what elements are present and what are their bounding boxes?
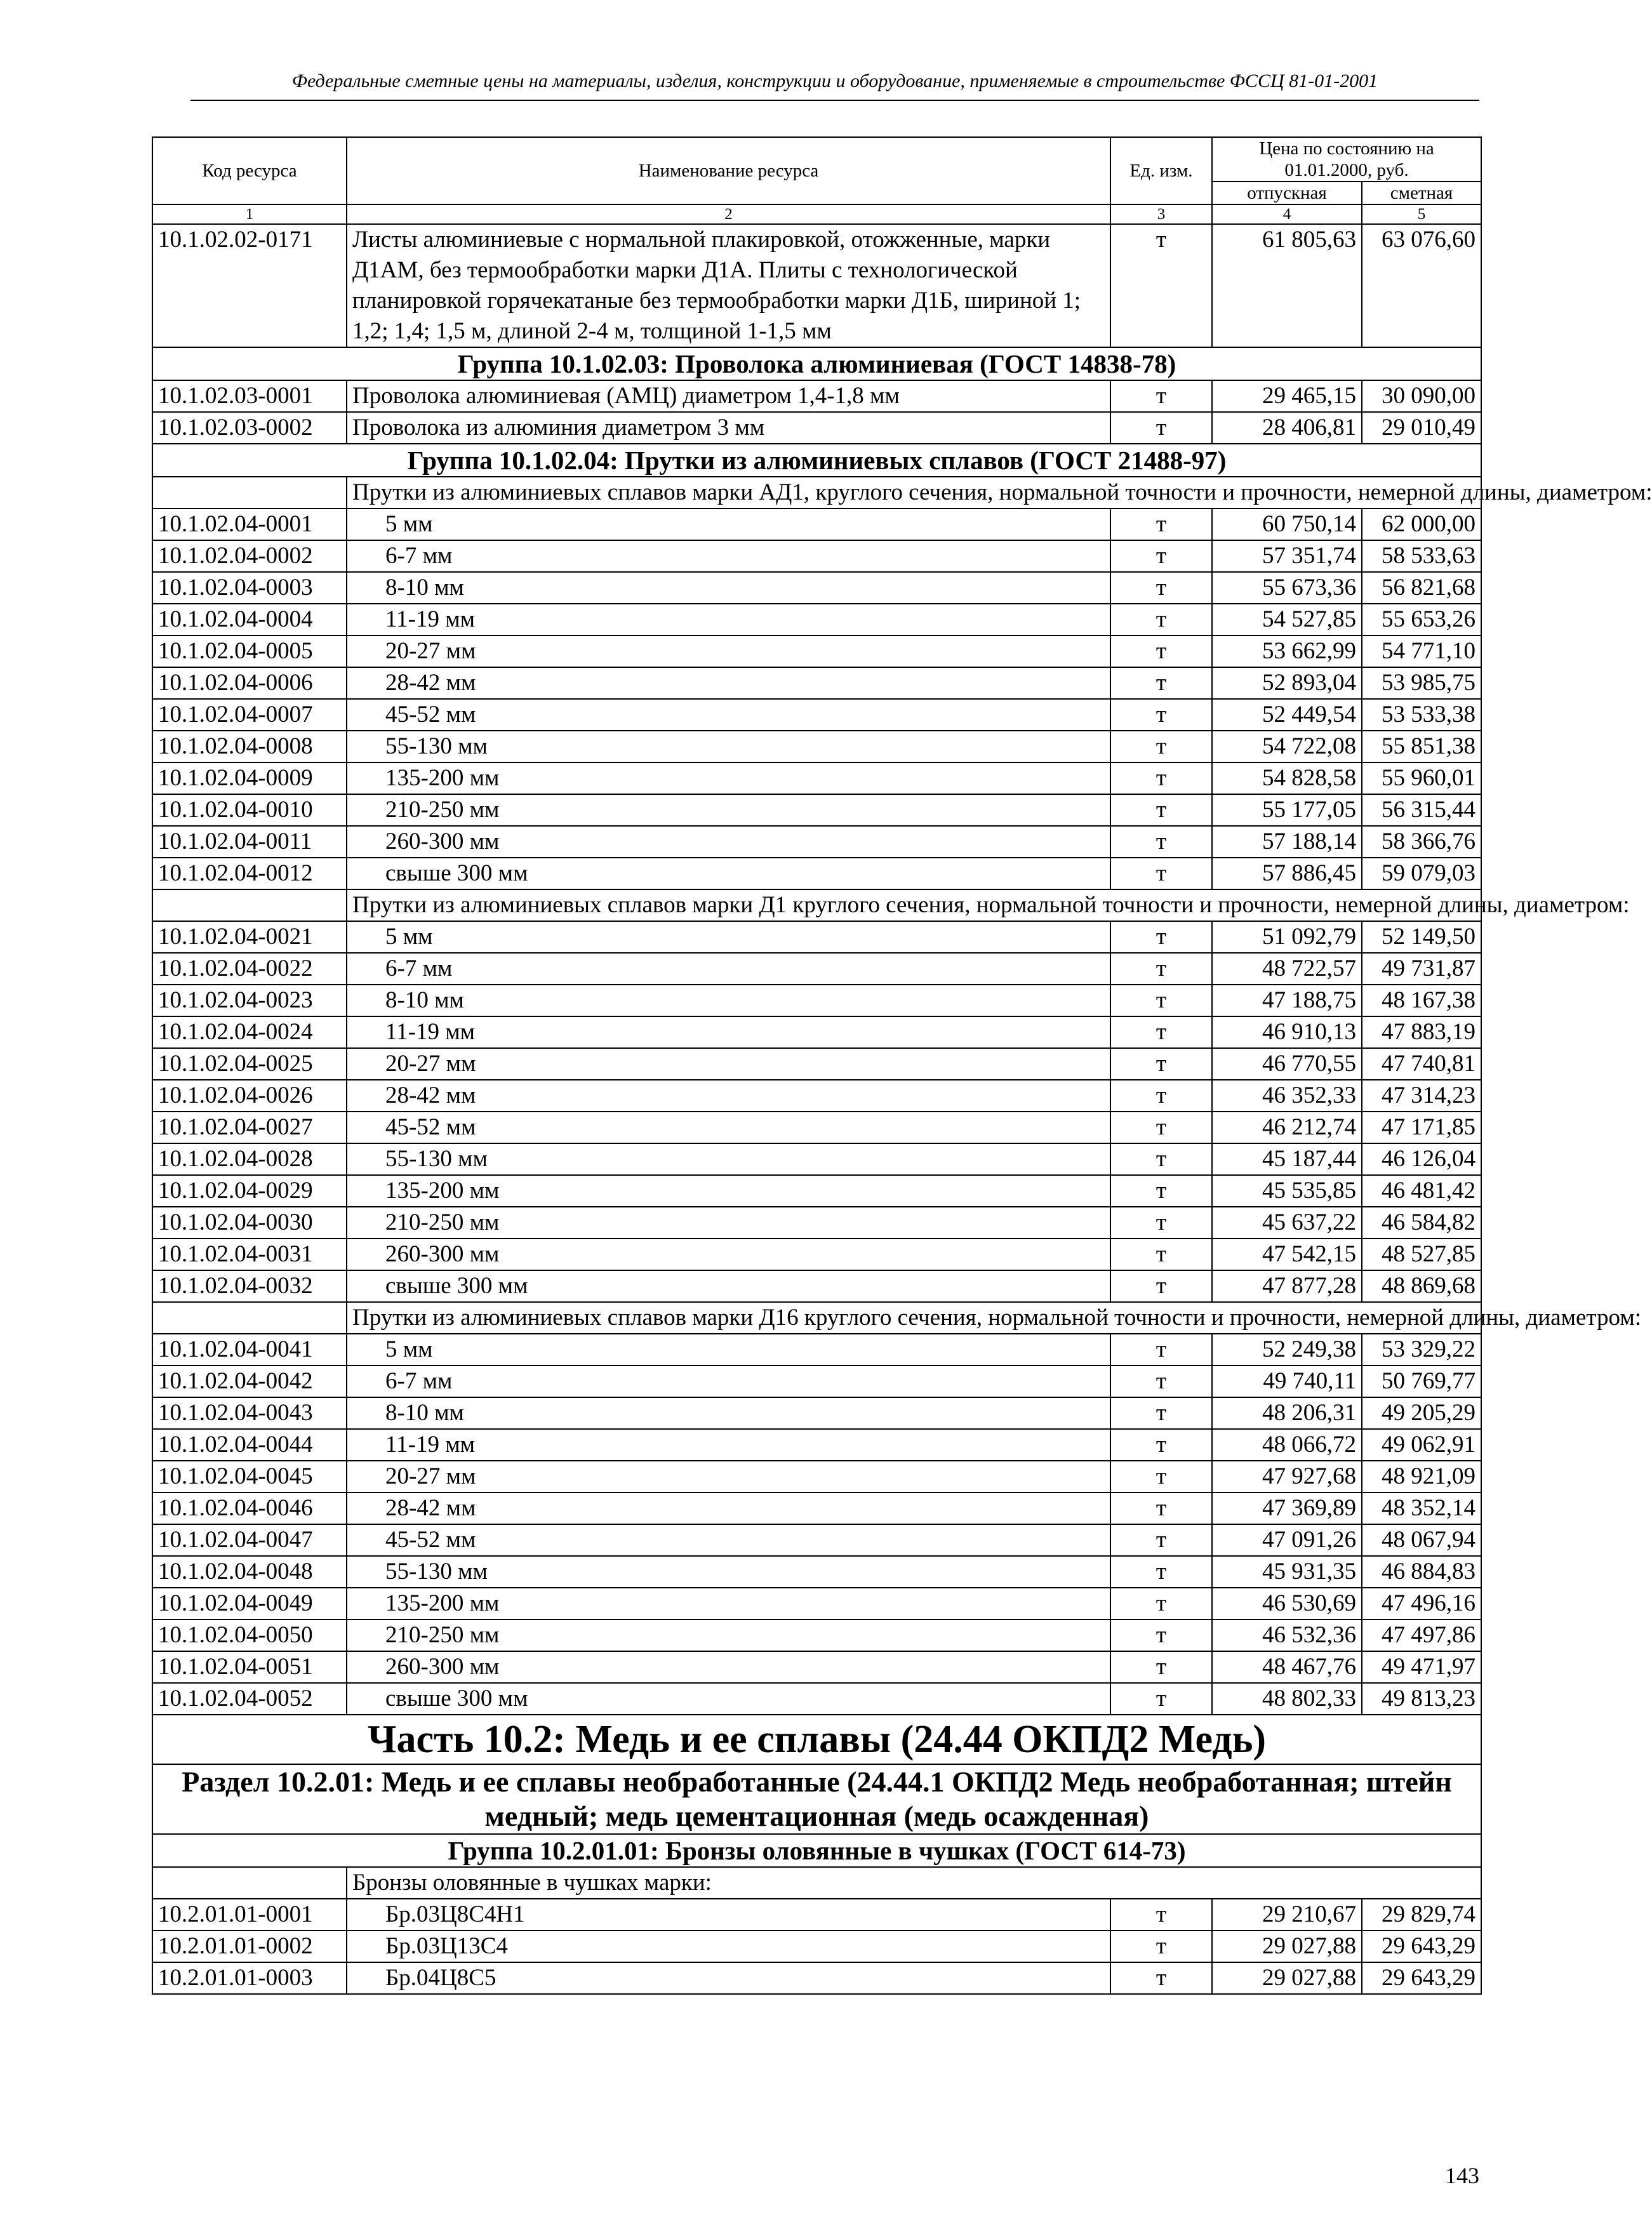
estimate-price: 49 062,91 <box>1362 1429 1481 1461</box>
table-row <box>152 1899 1481 1931</box>
resource-code: 10.1.02.04-0050 <box>152 1619 347 1651</box>
release-price: 46 530,69 <box>1212 1588 1362 1619</box>
resource-code: 10.1.02.04-0041 <box>152 1334 347 1366</box>
estimate-price: 47 497,86 <box>1362 1619 1481 1651</box>
resource-unit: т <box>1110 412 1212 444</box>
estimate-price: 58 366,76 <box>1362 826 1481 858</box>
resource-name: 55-130 мм <box>347 1556 1110 1588</box>
release-price: 48 066,72 <box>1212 1429 1362 1461</box>
estimate-price: 30 090,00 <box>1362 380 1481 412</box>
resource-name: 5 мм <box>347 1334 1110 1366</box>
release-price: 52 893,04 <box>1212 667 1362 699</box>
release-price: 57 886,45 <box>1212 858 1362 889</box>
estimate-price: 48 352,14 <box>1362 1492 1481 1524</box>
section-heading-row <box>152 1764 1481 1834</box>
estimate-price: 48 921,09 <box>1362 1461 1481 1492</box>
release-price: 29 027,88 <box>1212 1962 1362 1994</box>
estimate-price: 56 821,68 <box>1362 572 1481 604</box>
estimate-price: 46 126,04 <box>1362 1143 1481 1175</box>
table-row <box>152 1366 1481 1397</box>
resource-unit: т <box>1110 1683 1212 1715</box>
column-header-price: Цена по состоянию на 01.01.2000, руб. <box>1212 137 1481 182</box>
section-heading: Раздел 10.2.01: Медь и ее сплавы необработанные (24.44.1 ОКПД2 Медь необработанная; штейн медный; медь цементационная (медь осажденная) <box>152 1764 1481 1834</box>
table-row <box>152 412 1481 444</box>
resource-name: 11-19 мм <box>347 604 1110 635</box>
resource-code: 10.1.02.04-0001 <box>152 509 347 540</box>
table-row <box>152 1143 1481 1175</box>
resource-code: 10.1.02.04-0002 <box>152 540 347 572</box>
resource-unit: т <box>1110 604 1212 635</box>
resource-code: 10.1.02.04-0028 <box>152 1143 347 1175</box>
group-heading: Группа 10.2.01.01: Бронзы оловянные в чушках (ГОСТ 614-73) <box>152 1834 1481 1867</box>
release-price: 47 369,89 <box>1212 1492 1362 1524</box>
estimate-price: 46 584,82 <box>1362 1207 1481 1239</box>
estimate-price: 49 731,87 <box>1362 953 1481 985</box>
table-row <box>152 1492 1481 1524</box>
estimate-price: 55 851,38 <box>1362 731 1481 762</box>
estimate-price: 29 643,29 <box>1362 1931 1481 1962</box>
description-row <box>152 1867 1481 1899</box>
resource-unit: т <box>1110 1429 1212 1461</box>
page-number: 143 <box>1445 2163 1479 2188</box>
resource-unit: т <box>1110 224 1212 347</box>
release-price: 57 188,14 <box>1212 826 1362 858</box>
resource-unit: т <box>1110 762 1212 794</box>
release-price: 46 910,13 <box>1212 1016 1362 1048</box>
resource-code: 10.2.01.01-0001 <box>152 1899 347 1931</box>
resource-unit: т <box>1110 731 1212 762</box>
estimate-price: 29 643,29 <box>1362 1962 1481 1994</box>
resource-code: 10.2.01.01-0002 <box>152 1931 347 1962</box>
table-row <box>152 1239 1481 1270</box>
column-header-unit: Ед. изм. <box>1110 137 1212 204</box>
release-price: 29 027,88 <box>1212 1931 1362 1962</box>
resource-unit: т <box>1110 1080 1212 1112</box>
resource-name: Бр.03Ц8С4Н1 <box>347 1899 1110 1931</box>
resource-code: 10.1.02.04-0032 <box>152 1270 347 1302</box>
estimate-price: 59 079,03 <box>1362 858 1481 889</box>
resource-unit: т <box>1110 1461 1212 1492</box>
resource-unit: т <box>1110 1207 1212 1239</box>
table-row <box>152 731 1481 762</box>
resource-code: 10.1.02.03-0001 <box>152 380 347 412</box>
resource-code: 10.1.02.04-0009 <box>152 762 347 794</box>
estimate-price: 29 829,74 <box>1362 1899 1481 1931</box>
estimate-price: 49 205,29 <box>1362 1397 1481 1429</box>
release-price: 46 532,36 <box>1212 1619 1362 1651</box>
resource-unit: т <box>1110 1962 1212 1994</box>
page-header: Федеральные сметные цены на материалы, изделия, конструкции и оборудование, применяемые в строительстве ФССЦ 81-01-2001 <box>291 70 1378 91</box>
table-row <box>152 635 1481 667</box>
resource-name: 6-7 мм <box>347 540 1110 572</box>
table-row <box>152 604 1481 635</box>
release-price: 29 210,67 <box>1212 1899 1362 1931</box>
resource-unit: т <box>1110 1619 1212 1651</box>
release-price: 51 092,79 <box>1212 921 1362 953</box>
resource-name: Бр.04Ц8С5 <box>347 1962 1110 1994</box>
resource-unit: т <box>1110 921 1212 953</box>
resource-name: свыше 300 мм <box>347 858 1110 889</box>
resource-name: 260-300 мм <box>347 826 1110 858</box>
column-number: 5 <box>1362 204 1481 224</box>
subgroup-description: Прутки из алюминиевых сплавов марки Д16 круглого сечения, нормальной точности и прочности, немерной длины, диаметром: <box>347 1302 1481 1334</box>
estimate-price: 47 883,19 <box>1362 1016 1481 1048</box>
resource-code: 10.1.02.04-0046 <box>152 1492 347 1524</box>
resource-name: 20-27 мм <box>347 1461 1110 1492</box>
price-table <box>152 136 1652 1995</box>
release-price: 61 805,63 <box>1212 224 1362 347</box>
resource-code: 10.1.02.04-0042 <box>152 1366 347 1397</box>
resource-code: 10.1.02.04-0029 <box>152 1175 347 1207</box>
resource-name: 8-10 мм <box>347 985 1110 1016</box>
resource-name: 260-300 мм <box>347 1239 1110 1270</box>
description-row <box>152 1302 1481 1334</box>
estimate-price: 47 314,23 <box>1362 1080 1481 1112</box>
estimate-price: 52 149,50 <box>1362 921 1481 953</box>
release-price: 48 206,31 <box>1212 1397 1362 1429</box>
resource-name: 8-10 мм <box>347 572 1110 604</box>
release-price: 28 406,81 <box>1212 412 1362 444</box>
table-row <box>152 826 1481 858</box>
table-row <box>152 1112 1481 1143</box>
column-number: 4 <box>1212 204 1362 224</box>
resource-unit: т <box>1110 953 1212 985</box>
resource-unit: т <box>1110 826 1212 858</box>
release-price: 54 527,85 <box>1212 604 1362 635</box>
table-row <box>152 1556 1481 1588</box>
table-row <box>152 509 1481 540</box>
release-price: 57 351,74 <box>1212 540 1362 572</box>
resource-code: 10.1.02.04-0026 <box>152 1080 347 1112</box>
resource-code: 10.1.02.04-0049 <box>152 1588 347 1619</box>
resource-unit: т <box>1110 1556 1212 1588</box>
estimate-price: 49 813,23 <box>1362 1683 1481 1715</box>
estimate-price: 29 010,49 <box>1362 412 1481 444</box>
resource-name: 20-27 мм <box>347 1048 1110 1080</box>
resource-name: 45-52 мм <box>347 1112 1110 1143</box>
column-number: 2 <box>347 204 1110 224</box>
resource-unit: т <box>1110 1651 1212 1683</box>
resource-code: 10.1.02.04-0025 <box>152 1048 347 1080</box>
resource-unit: т <box>1110 1524 1212 1556</box>
release-price: 45 535,85 <box>1212 1175 1362 1207</box>
resource-name: Бр.03Ц13С4 <box>347 1931 1110 1962</box>
estimate-price: 48 527,85 <box>1362 1239 1481 1270</box>
resource-name: 11-19 мм <box>347 1429 1110 1461</box>
resource-code: 10.1.02.04-0045 <box>152 1461 347 1492</box>
column-number: 3 <box>1110 204 1212 224</box>
resource-code: 10.1.02.04-0048 <box>152 1556 347 1588</box>
estimate-price: 49 471,97 <box>1362 1651 1481 1683</box>
subgroup-description: Прутки из алюминиевых сплавов марки Д1 круглого сечения, нормальной точности и прочности, немерной длины, диаметром: <box>347 889 1481 921</box>
table-row <box>152 1397 1481 1429</box>
empty-cell <box>152 1867 347 1899</box>
table-row <box>152 1334 1481 1366</box>
subgroup-description: Бронзы оловянные в чушках марки: <box>347 1867 1481 1899</box>
release-price: 45 187,44 <box>1212 1143 1362 1175</box>
resource-name: 45-52 мм <box>347 1524 1110 1556</box>
group-heading-row <box>152 444 1481 477</box>
estimate-price: 55 653,26 <box>1362 604 1481 635</box>
estimate-price: 47 740,81 <box>1362 1048 1481 1080</box>
table-row <box>152 1048 1481 1080</box>
resource-code: 10.1.02.04-0043 <box>152 1397 347 1429</box>
resource-name: 135-200 мм <box>347 762 1110 794</box>
estimate-price: 50 769,77 <box>1362 1366 1481 1397</box>
release-price: 29 465,15 <box>1212 380 1362 412</box>
estimate-price: 47 496,16 <box>1362 1588 1481 1619</box>
column-header-release: отпускная <box>1212 182 1362 204</box>
resource-unit: т <box>1110 1334 1212 1366</box>
resource-code: 10.1.02.04-0027 <box>152 1112 347 1143</box>
table-row <box>152 1524 1481 1556</box>
release-price: 55 177,05 <box>1212 794 1362 826</box>
resource-code: 10.1.02.04-0006 <box>152 667 347 699</box>
resource-name: 6-7 мм <box>347 953 1110 985</box>
table-row <box>152 858 1481 889</box>
resource-unit: т <box>1110 1492 1212 1524</box>
resource-unit: т <box>1110 1016 1212 1048</box>
table-row <box>152 1619 1481 1651</box>
table-row <box>152 572 1481 604</box>
resource-code: 10.1.02.04-0004 <box>152 604 347 635</box>
resource-name: Проволока алюминиевая (АМЦ) диаметром 1,4-1,8 мм <box>347 380 1110 412</box>
resource-name: 260-300 мм <box>347 1651 1110 1683</box>
table-row <box>152 667 1481 699</box>
resource-name: 28-42 мм <box>347 1080 1110 1112</box>
resource-name: 5 мм <box>347 921 1110 953</box>
resource-code: 10.1.02.04-0022 <box>152 953 347 985</box>
column-header-code: Код ресурса <box>152 137 347 204</box>
table-row <box>152 1016 1481 1048</box>
resource-code: 10.1.02.04-0010 <box>152 794 347 826</box>
table-row <box>152 1962 1481 1994</box>
release-price: 48 467,76 <box>1212 1651 1362 1683</box>
resource-unit: т <box>1110 1175 1212 1207</box>
resource-name: свыше 300 мм <box>347 1683 1110 1715</box>
resource-code: 10.1.02.04-0051 <box>152 1651 347 1683</box>
empty-cell <box>152 477 347 509</box>
release-price: 47 927,68 <box>1212 1461 1362 1492</box>
resource-unit: т <box>1110 1366 1212 1397</box>
table-row <box>152 953 1481 985</box>
release-price: 47 877,28 <box>1212 1270 1362 1302</box>
release-price: 55 673,36 <box>1212 572 1362 604</box>
resource-code: 10.1.02.04-0024 <box>152 1016 347 1048</box>
resource-code: 10.1.02.04-0052 <box>152 1683 347 1715</box>
resource-name: 210-250 мм <box>347 794 1110 826</box>
resource-unit: т <box>1110 1239 1212 1270</box>
table-row <box>152 540 1481 572</box>
resource-name: Проволока из алюминия диаметром 3 мм <box>347 412 1110 444</box>
table-row <box>152 380 1481 412</box>
resource-unit: т <box>1110 1112 1212 1143</box>
release-price: 48 802,33 <box>1212 1683 1362 1715</box>
empty-cell <box>152 1302 347 1334</box>
resource-code: 10.1.02.03-0002 <box>152 412 347 444</box>
resource-unit: т <box>1110 1048 1212 1080</box>
estimate-price: 55 960,01 <box>1362 762 1481 794</box>
resource-name: 5 мм <box>347 509 1110 540</box>
release-price: 46 352,33 <box>1212 1080 1362 1112</box>
resource-code: 10.1.02.04-0012 <box>152 858 347 889</box>
resource-unit: т <box>1110 1270 1212 1302</box>
table-row <box>152 762 1481 794</box>
group-heading: Группа 10.1.02.03: Проволока алюминиевая (ГОСТ 14838-78) <box>152 347 1481 380</box>
estimate-price: 58 533,63 <box>1362 540 1481 572</box>
estimate-price: 62 000,00 <box>1362 509 1481 540</box>
estimate-price: 48 067,94 <box>1362 1524 1481 1556</box>
resource-name: 210-250 мм <box>347 1619 1110 1651</box>
resource-name: 20-27 мм <box>347 635 1110 667</box>
table-row <box>152 1461 1481 1492</box>
release-price: 45 637,22 <box>1212 1207 1362 1239</box>
resource-name: свыше 300 мм <box>347 1270 1110 1302</box>
estimate-price: 46 481,42 <box>1362 1175 1481 1207</box>
release-price: 54 828,58 <box>1212 762 1362 794</box>
estimate-price: 56 315,44 <box>1362 794 1481 826</box>
resource-name: 55-130 мм <box>347 731 1110 762</box>
table-row <box>152 1651 1481 1683</box>
table-row <box>152 921 1481 953</box>
release-price: 49 740,11 <box>1212 1366 1362 1397</box>
table-row <box>152 1207 1481 1239</box>
resource-code: 10.1.02.04-0030 <box>152 1207 347 1239</box>
empty-cell <box>152 889 347 921</box>
resource-name: 8-10 мм <box>347 1397 1110 1429</box>
resource-name: 55-130 мм <box>347 1143 1110 1175</box>
group-heading-row <box>152 347 1481 380</box>
resource-name: 45-52 мм <box>347 699 1110 731</box>
estimate-price: 48 167,38 <box>1362 985 1481 1016</box>
group-heading: Группа 10.1.02.04: Прутки из алюминиевых сплавов (ГОСТ 21488-97) <box>152 444 1481 477</box>
estimate-price: 53 533,38 <box>1362 699 1481 731</box>
resource-unit: т <box>1110 635 1212 667</box>
resource-code: 10.1.02.04-0023 <box>152 985 347 1016</box>
resource-code: 10.1.02.04-0047 <box>152 1524 347 1556</box>
resource-code: 10.1.02.04-0007 <box>152 699 347 731</box>
resource-name: 135-200 мм <box>347 1175 1110 1207</box>
resource-unit: т <box>1110 667 1212 699</box>
table-row <box>152 1080 1481 1112</box>
resource-code: 10.2.01.01-0003 <box>152 1962 347 1994</box>
resource-code: 10.1.02.04-0011 <box>152 826 347 858</box>
release-price: 47 542,15 <box>1212 1239 1362 1270</box>
estimate-price: 54 771,10 <box>1362 635 1481 667</box>
column-number-row <box>152 204 1481 224</box>
release-price: 45 931,35 <box>1212 1556 1362 1588</box>
table-row <box>152 1429 1481 1461</box>
release-price: 53 662,99 <box>1212 635 1362 667</box>
estimate-price: 46 884,83 <box>1362 1556 1481 1588</box>
estimate-price: 53 329,22 <box>1362 1334 1481 1366</box>
table-row <box>152 1175 1481 1207</box>
group-heading-row <box>152 1834 1481 1867</box>
table-row <box>152 1683 1481 1715</box>
estimate-price: 53 985,75 <box>1362 667 1481 699</box>
resource-code: 10.1.02.04-0044 <box>152 1429 347 1461</box>
resource-name: Листы алюминиевые с нормальной плакировкой, отожженные, марки Д1АМ, без термообработки марки Д1А. Плиты с технологической планировкой горячекатаные без термообработки марки Д1Б, шириной 1; 1,2; 1,4; 1,5 м, длиной 2-4 м, толщиной 1-1,5 мм <box>347 224 1110 347</box>
release-price: 48 722,57 <box>1212 953 1362 985</box>
resource-unit: т <box>1110 540 1212 572</box>
table-row <box>152 1270 1481 1302</box>
table-row <box>152 224 1481 347</box>
estimate-price: 47 171,85 <box>1362 1112 1481 1143</box>
estimate-price: 48 869,68 <box>1362 1270 1481 1302</box>
resource-unit: т <box>1110 380 1212 412</box>
resource-code: 10.1.02.04-0008 <box>152 731 347 762</box>
release-price: 46 770,55 <box>1212 1048 1362 1080</box>
resource-unit: т <box>1110 985 1212 1016</box>
release-price: 46 212,74 <box>1212 1112 1362 1143</box>
resource-unit: т <box>1110 509 1212 540</box>
description-row <box>152 889 1481 921</box>
resource-unit: т <box>1110 1143 1212 1175</box>
release-price: 60 750,14 <box>1212 509 1362 540</box>
resource-unit: т <box>1110 572 1212 604</box>
resource-code: 10.1.02.02-0171 <box>152 224 347 347</box>
resource-unit: т <box>1110 1899 1212 1931</box>
subgroup-description: Прутки из алюминиевых сплавов марки АД1, круглого сечения, нормальной точности и прочности, немерной длины, диаметром: <box>347 477 1481 509</box>
estimate-price: 63 076,60 <box>1362 224 1481 347</box>
release-price: 52 249,38 <box>1212 1334 1362 1366</box>
resource-name: 11-19 мм <box>347 1016 1110 1048</box>
table-row <box>152 1931 1481 1962</box>
resource-unit: т <box>1110 1397 1212 1429</box>
resource-name: 28-42 мм <box>347 667 1110 699</box>
resource-unit: т <box>1110 1931 1212 1962</box>
table-header-row <box>152 137 1481 182</box>
resource-name: 210-250 мм <box>347 1207 1110 1239</box>
release-price: 47 188,75 <box>1212 985 1362 1016</box>
resource-unit: т <box>1110 858 1212 889</box>
resource-unit: т <box>1110 699 1212 731</box>
resource-code: 10.1.02.04-0003 <box>152 572 347 604</box>
table-row <box>152 699 1481 731</box>
column-number: 1 <box>152 204 347 224</box>
resource-unit: т <box>1110 794 1212 826</box>
table-row <box>152 1588 1481 1619</box>
column-header-name: Наименование ресурса <box>347 137 1110 204</box>
table-row <box>152 794 1481 826</box>
resource-name: 28-42 мм <box>347 1492 1110 1524</box>
resource-name: 6-7 мм <box>347 1366 1110 1397</box>
resource-code: 10.1.02.04-0031 <box>152 1239 347 1270</box>
resource-code: 10.1.02.04-0021 <box>152 921 347 953</box>
release-price: 52 449,54 <box>1212 699 1362 731</box>
column-header-estimate: сметная <box>1362 182 1481 204</box>
release-price: 54 722,08 <box>1212 731 1362 762</box>
resource-code: 10.1.02.04-0005 <box>152 635 347 667</box>
table-row <box>152 985 1481 1016</box>
header-rule <box>190 100 1479 101</box>
resource-name: 135-200 мм <box>347 1588 1110 1619</box>
part-heading: Часть 10.2: Медь и ее сплавы (24.44 ОКПД2 Медь) <box>152 1715 1481 1764</box>
resource-unit: т <box>1110 1588 1212 1619</box>
release-price: 47 091,26 <box>1212 1524 1362 1556</box>
description-row <box>152 477 1481 509</box>
part-heading-row <box>152 1715 1481 1764</box>
